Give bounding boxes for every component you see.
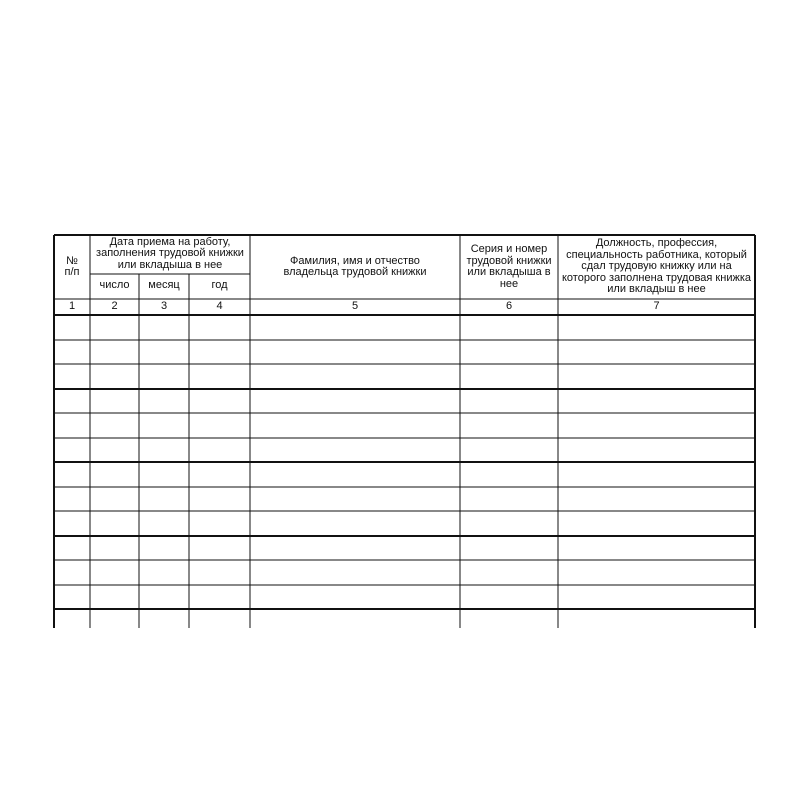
header-owner-name: Фамилия, имя и отчество владельца трудовой книжки bbox=[283, 254, 427, 278]
header-month: месяц bbox=[148, 279, 180, 292]
header-hire-date-group: Дата приема на работу, заполнения трудовой книжки или вкладыша в нее bbox=[96, 235, 244, 271]
column-number-3: 3 bbox=[160, 299, 168, 312]
header-row-number: № п/п bbox=[64, 254, 80, 278]
column-number-5: 5 bbox=[351, 299, 359, 312]
work-book-ledger-table bbox=[53, 234, 756, 628]
column-number-7: 7 bbox=[653, 299, 660, 312]
header-day: число bbox=[99, 279, 130, 292]
column-number-4: 4 bbox=[216, 299, 223, 312]
column-number-2: 2 bbox=[111, 299, 118, 312]
header-year: год bbox=[211, 279, 228, 292]
column-number-1: 1 bbox=[68, 299, 76, 312]
column-number-6: 6 bbox=[505, 299, 513, 312]
header-series-number: Серия и номер трудовой книжки или вкладыша в нее bbox=[466, 243, 552, 290]
header-position: Должность, профессия, специальность работника, который сдал трудовую книжку или на которого заполнена трудовая книжка или вкладыш в нее bbox=[562, 237, 751, 296]
